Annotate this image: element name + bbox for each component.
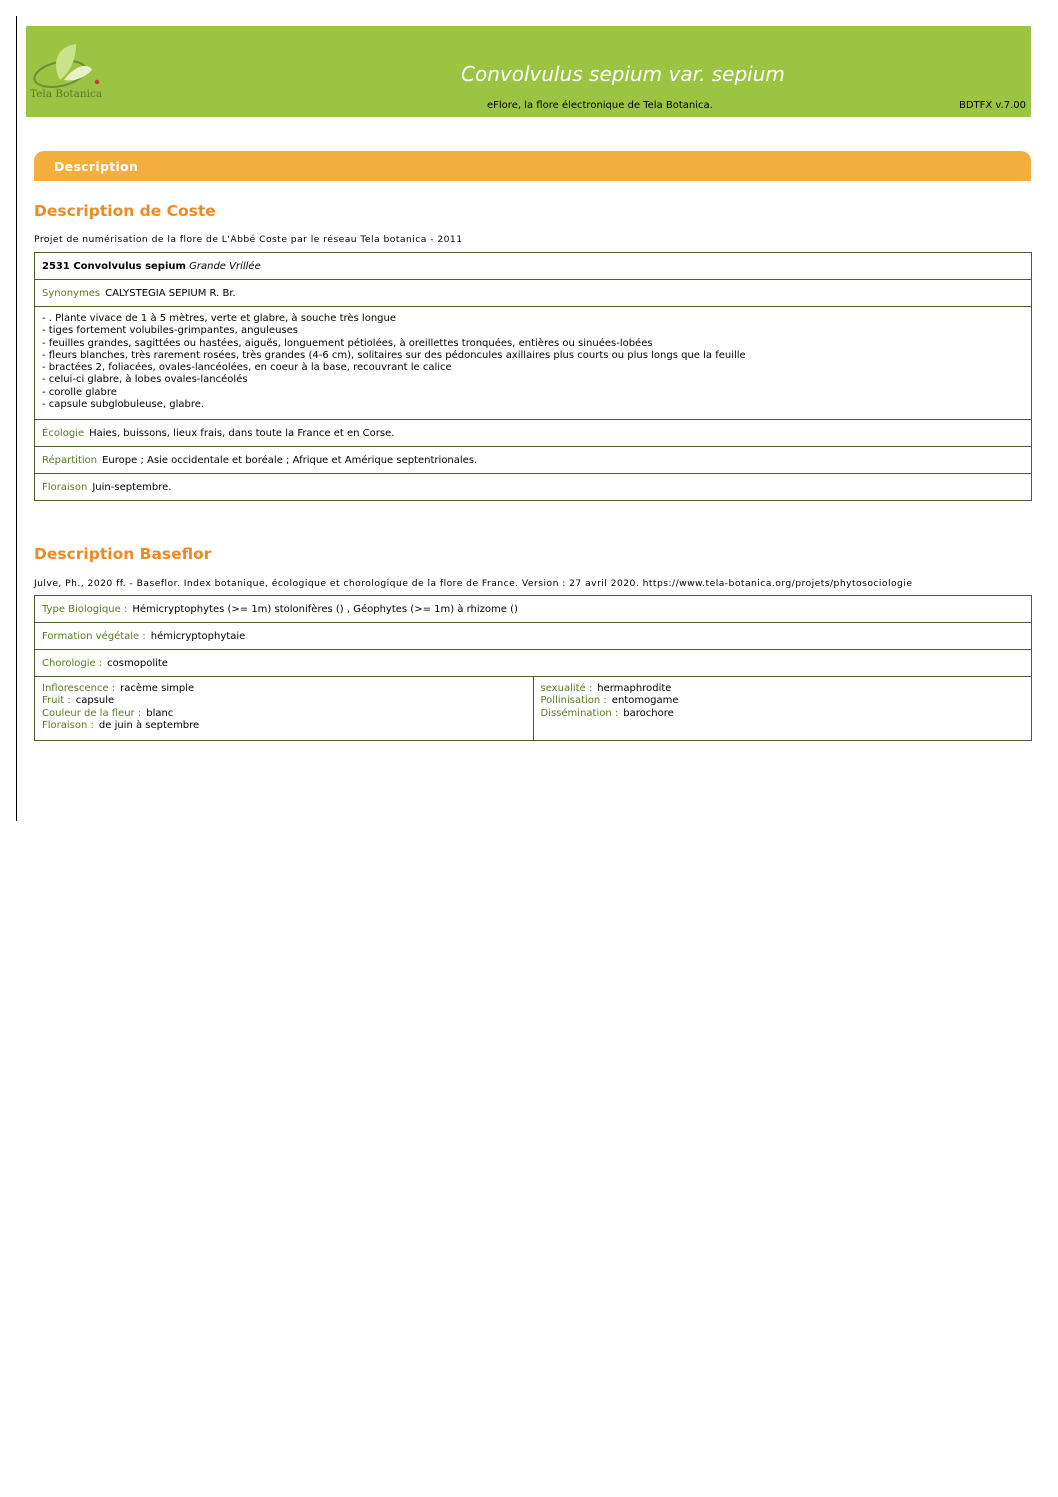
- baseflor-heading: Description Baseflor: [34, 545, 212, 563]
- description-line: - fleurs blanches, très rarement rosées, très grandes (4-6 cm), solitaires sur des pédoncules axillaires plus courts ou plus longs que la feuille: [42, 349, 746, 361]
- repartition-label: Répartition: [42, 455, 98, 467]
- inflorescence-line: [42, 683, 526, 695]
- species-number-name: 2531 Convolvulus sepium: [42, 261, 186, 272]
- section-title: Description: [54, 159, 139, 174]
- chorologie-value: cosmopolite: [107, 658, 168, 669]
- sexualite-label: sexualité :: [540, 683, 593, 694]
- table-row: [35, 623, 1031, 650]
- description-block: [35, 307, 1031, 420]
- table-row: [35, 280, 1031, 307]
- type-biologique-label: Type Biologique :: [42, 604, 128, 615]
- coste-source: Projet de numérisation de la flore de L'Abbé Coste par le réseau Tela botanica - 2011: [34, 234, 463, 245]
- floraison-label: Floraison: [42, 482, 88, 494]
- dissemination-label: Dissémination :: [540, 707, 619, 719]
- version-label: BDTFX v.7.00: [958, 100, 1026, 111]
- description-line: - feuilles grandes, sagittées ou hastées, aiguës, longuement pétiolées, à oreillettes tronquées, entières ou sinuées-lobées: [42, 337, 653, 349]
- page-subtitle: eFlore, la flore électronique de Tela Botanica.: [487, 100, 713, 111]
- fruit-line: [42, 695, 526, 707]
- table-row: [35, 596, 1031, 623]
- pollinisation-line: [541, 695, 1025, 707]
- floraison-line: [42, 720, 526, 732]
- table-row: [35, 420, 1031, 447]
- description-line: - tiges fortement volubiles-grimpantes, anguleuses: [42, 325, 298, 337]
- pollinisation-value: entomogame: [611, 695, 679, 707]
- description-line: - celui-ci glabre, à lobes ovales-lancéolés: [42, 374, 248, 386]
- pollinisation-label: Pollinisation :: [540, 695, 607, 707]
- table-row: [35, 474, 1031, 501]
- page-title: Convolvulus sepium var. sepium: [461, 62, 785, 86]
- baseflor-right-cell: [533, 677, 1032, 740]
- floraison-label: Floraison :: [42, 720, 94, 732]
- inflorescence-value: racème simple: [120, 683, 195, 694]
- left-margin-rule: [16, 16, 17, 821]
- couleur-line: [42, 708, 526, 720]
- fruit-label: Fruit :: [42, 695, 71, 707]
- repartition-value: Europe ; Asie occidentale et boréale ; Afrique et Amérique septentrionales.: [102, 455, 478, 467]
- sexualite-line: [541, 683, 1025, 695]
- table-row: [35, 677, 1031, 741]
- floraison-value: Juin-septembre.: [92, 482, 172, 494]
- species-common-name: Grande Vrillée: [189, 261, 261, 272]
- description-line: - . Plante vivace de 1 à 5 mètres, verte et glabre, à souche très longue: [42, 313, 396, 324]
- table-row: [35, 447, 1031, 474]
- logo-text: Tela Botanica: [30, 88, 103, 100]
- couleur-label: Couleur de la fleur :: [42, 707, 142, 719]
- coste-table: [34, 252, 1032, 501]
- baseflor-table: [34, 595, 1032, 741]
- description-line: - capsule subglobuleuse, glabre.: [42, 399, 205, 411]
- fruit-value: capsule: [75, 695, 115, 707]
- sexualite-value: hermaphrodite: [597, 683, 672, 694]
- type-biologique-value: Hémicryptophytes (>= 1m) stolonifères () , Géophytes (>= 1m) à rhizome (): [132, 604, 518, 615]
- formation-value: hémicryptophytaie: [150, 631, 246, 642]
- baseflor-left-cell: [35, 677, 533, 740]
- inflorescence-label: Inflorescence :: [42, 683, 116, 694]
- couleur-value: blanc: [146, 707, 174, 719]
- floraison-value: de juin à septembre: [98, 720, 200, 732]
- table-row: [35, 650, 1031, 677]
- synonymes-label: Synonymes: [42, 288, 101, 299]
- coste-heading: Description de Coste: [34, 202, 216, 220]
- ecologie-value: Haies, buissons, lieux frais, dans toute la France et en Corse.: [89, 428, 395, 440]
- baseflor-source: Julve, Ph., 2020 ff. - Baseflor. Index botanique, écologique et chorologique de la flore de France. Version : 27 avril 2020. https://www.tela-botanica.org/projets/phytosociologie: [34, 578, 913, 589]
- section-bar: [34, 151, 1031, 181]
- formation-label: Formation végétale :: [42, 631, 146, 642]
- chorologie-label: Chorologie :: [42, 658, 103, 669]
- description-line: - bractées 2, foliacées, ovales-lancéolées, en coeur à la base, recouvrant le calice: [42, 362, 452, 374]
- dissemination-line: [541, 708, 1025, 720]
- dissemination-value: barochore: [623, 707, 674, 719]
- description-line: - corolle glabre: [42, 386, 117, 398]
- ecologie-label: Écologie: [42, 428, 85, 440]
- table-row: [35, 253, 1031, 280]
- synonymes-value: CALYSTEGIA SEPIUM R. Br.: [105, 288, 236, 299]
- page-header: [26, 26, 1031, 117]
